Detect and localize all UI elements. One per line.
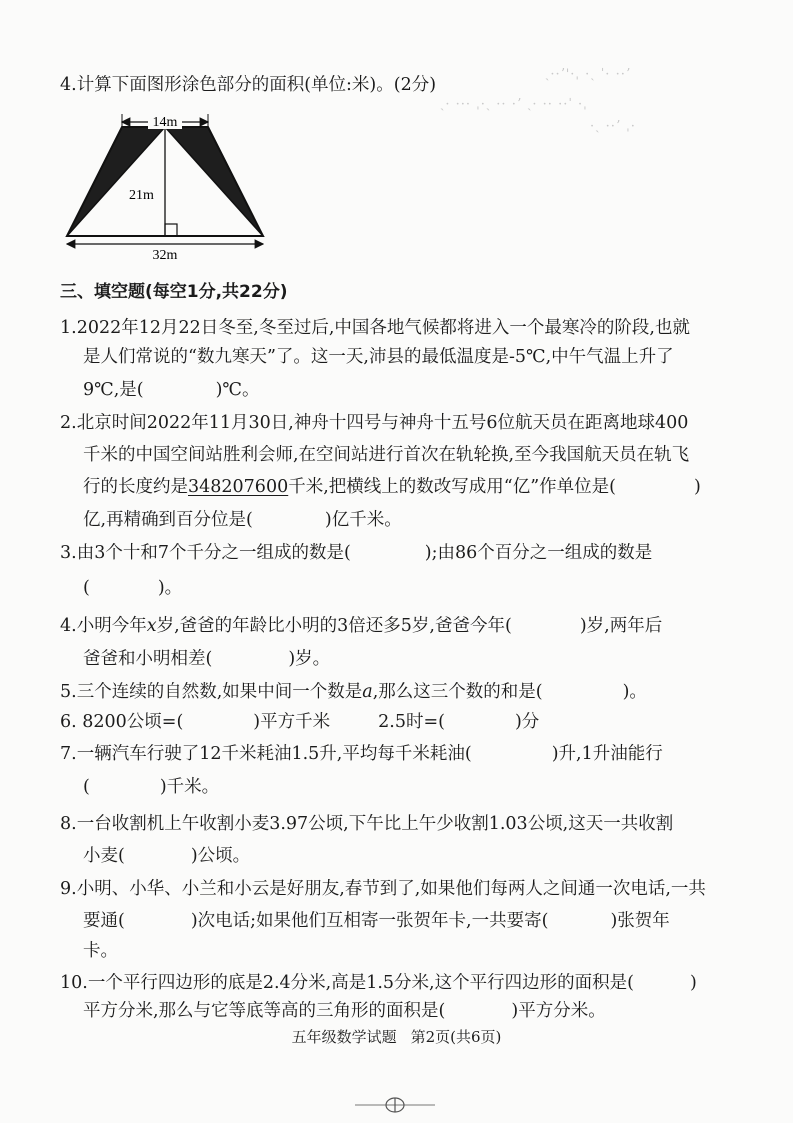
section3-heading: 三、填空题(每空1分,共22分)	[60, 282, 288, 302]
q5-text-a: 5.三个连续的自然数,如果中间一个数是	[60, 682, 363, 702]
q7-line2	[83, 776, 219, 798]
q10-line2	[83, 1000, 606, 1022]
q4-text-c: )岁,两年后	[579, 616, 663, 636]
q2-text-a: 行的长度约是	[83, 477, 188, 497]
q1-line3	[83, 379, 260, 401]
q5-line1	[60, 681, 647, 703]
q4-line1	[60, 615, 662, 637]
problem4-prompt: 4.计算下面图形涂色部分的面积(单位:米)。(2分)	[60, 75, 437, 95]
q2-line2: 千米的中国空间站胜利会师,在空间站进行首次在轨轮换,至今我国航天员在轨飞	[83, 445, 690, 465]
binding-mark	[355, 1094, 435, 1114]
q4-text-a: 4.小明今年	[60, 616, 147, 636]
q4-variable-x: x	[146, 616, 157, 636]
q1-text-b: )℃。	[215, 380, 260, 400]
q8-text-a: 小麦(	[83, 846, 125, 866]
q7-text-c: (	[83, 777, 90, 797]
q9-line3: 卡。	[83, 941, 118, 961]
q9-line1: 9.小明、小华、小兰和小云是好朋友,春节到了,如果他们每两人之间通一次电话,一共	[60, 879, 706, 899]
q2-line3	[83, 476, 701, 498]
q7-text-d: )千米。	[159, 777, 220, 797]
q5-text-b: ,那么这三个数的和是(	[372, 682, 543, 702]
q10-text-d: )平方分米。	[511, 1001, 606, 1021]
q5-text-c: )。	[622, 682, 647, 702]
trapezoid-figure	[55, 108, 285, 263]
bleed-through-text: ˎ· ··· ˌ·ˎ ·· ·ʼ ˎ· ·· ··ˈ ·ˌ	[440, 97, 588, 112]
q6-text-b: )平方千米	[253, 712, 331, 732]
q3-text-d: )。	[157, 578, 183, 598]
q8-line1: 8.一台收割机上午收割小麦3.97公顷,下午比上午少收割1.03公顷,这天一共收割	[60, 814, 674, 834]
q2-line4	[83, 509, 402, 531]
q6-text-a: 6. 8200公顷=(	[60, 712, 184, 732]
q10-text-c: 平方分米,那么与它等底等高的三角形的面积是(	[83, 1001, 446, 1021]
q2-text-d: 亿,再精确到百分位是(	[83, 510, 253, 530]
footer-title: 五年级数学试题	[291, 1028, 397, 1046]
q10-text-a: 10.一个平行四边形的底是2.4分米,高是1.5分米,这个平行四边形的面积是(	[60, 973, 634, 993]
q4-line2	[83, 648, 330, 670]
q2-underlined-number: 348207600	[188, 477, 289, 497]
q3-text-b: );由86个百分之一组成的数是	[424, 543, 653, 563]
bleed-through-text: ˎ··ʼ'·ˌ ·ˎ ˈ· ··ʼ	[545, 67, 631, 82]
page-footer	[0, 1026, 793, 1047]
q9-line2	[83, 910, 670, 932]
q10-text-b: )	[689, 973, 697, 993]
right-angle-marker	[165, 224, 177, 236]
q1-line2: 是人们常说的“数九寒天”了。这一天,沛县的最低温度是-5℃,中午气温上升了	[83, 347, 674, 367]
q5-variable-a: a	[362, 682, 373, 702]
top-length-label: 14m	[152, 115, 178, 130]
height-label: 21m	[129, 188, 154, 203]
bleed-through-text: ·ˎ ··ʼ ˌ·	[590, 119, 636, 134]
q7-text-a: 7.一辆汽车行驶了12千米耗油1.5升,平均每千米耗油(	[60, 744, 472, 764]
bottom-length-label: 32m	[152, 248, 178, 263]
q3-text-c: (	[83, 578, 90, 598]
q4-text-d: 爸爸和小明相差(	[83, 649, 213, 669]
q6-line1	[60, 711, 539, 733]
q4-text-e: )岁。	[288, 649, 331, 669]
q9-text-a: 要通(	[83, 911, 125, 931]
q3-text-a: 3.由3个十和7个千分之一组成的数是(	[60, 543, 351, 563]
q2-text-b: 千米,把横线上的数改写成用“亿”作单位是(	[288, 477, 617, 497]
q8-line2	[83, 845, 250, 867]
q3-line2	[83, 577, 182, 599]
q7-line1	[60, 743, 663, 765]
q4-text-b: 岁,爸爸的年龄比小明的3倍还多5岁,爸爸今年(	[156, 616, 512, 636]
q1-line1: 1.2022年12月22日冬至,冬至过后,中国各地气候都将进入一个最寒冷的阶段,也就	[60, 318, 690, 338]
q9-text-c: )张贺年	[610, 911, 670, 931]
q7-text-b: )升,1升油能行	[551, 744, 663, 764]
q3-line1	[60, 542, 652, 564]
footer-page-number: 第2页(共6页)	[410, 1028, 502, 1046]
q6-text-d: )分	[514, 712, 540, 732]
q10-line1	[60, 972, 697, 994]
q2-text-c: )	[694, 477, 701, 497]
q8-text-b: )公顷。	[190, 846, 251, 866]
q9-text-b: )次电话;如果他们互相寄一张贺年卡,一共要寄(	[190, 911, 549, 931]
q1-text-a: 9℃,是(	[83, 380, 144, 400]
q2-line1: 2.北京时间2022年11月30日,神舟十四号与神舟十五号6位航天员在距离地球400	[60, 413, 689, 433]
q6-text-c: 2.5时=(	[378, 712, 445, 732]
q2-text-e: )亿千米。	[324, 510, 402, 530]
